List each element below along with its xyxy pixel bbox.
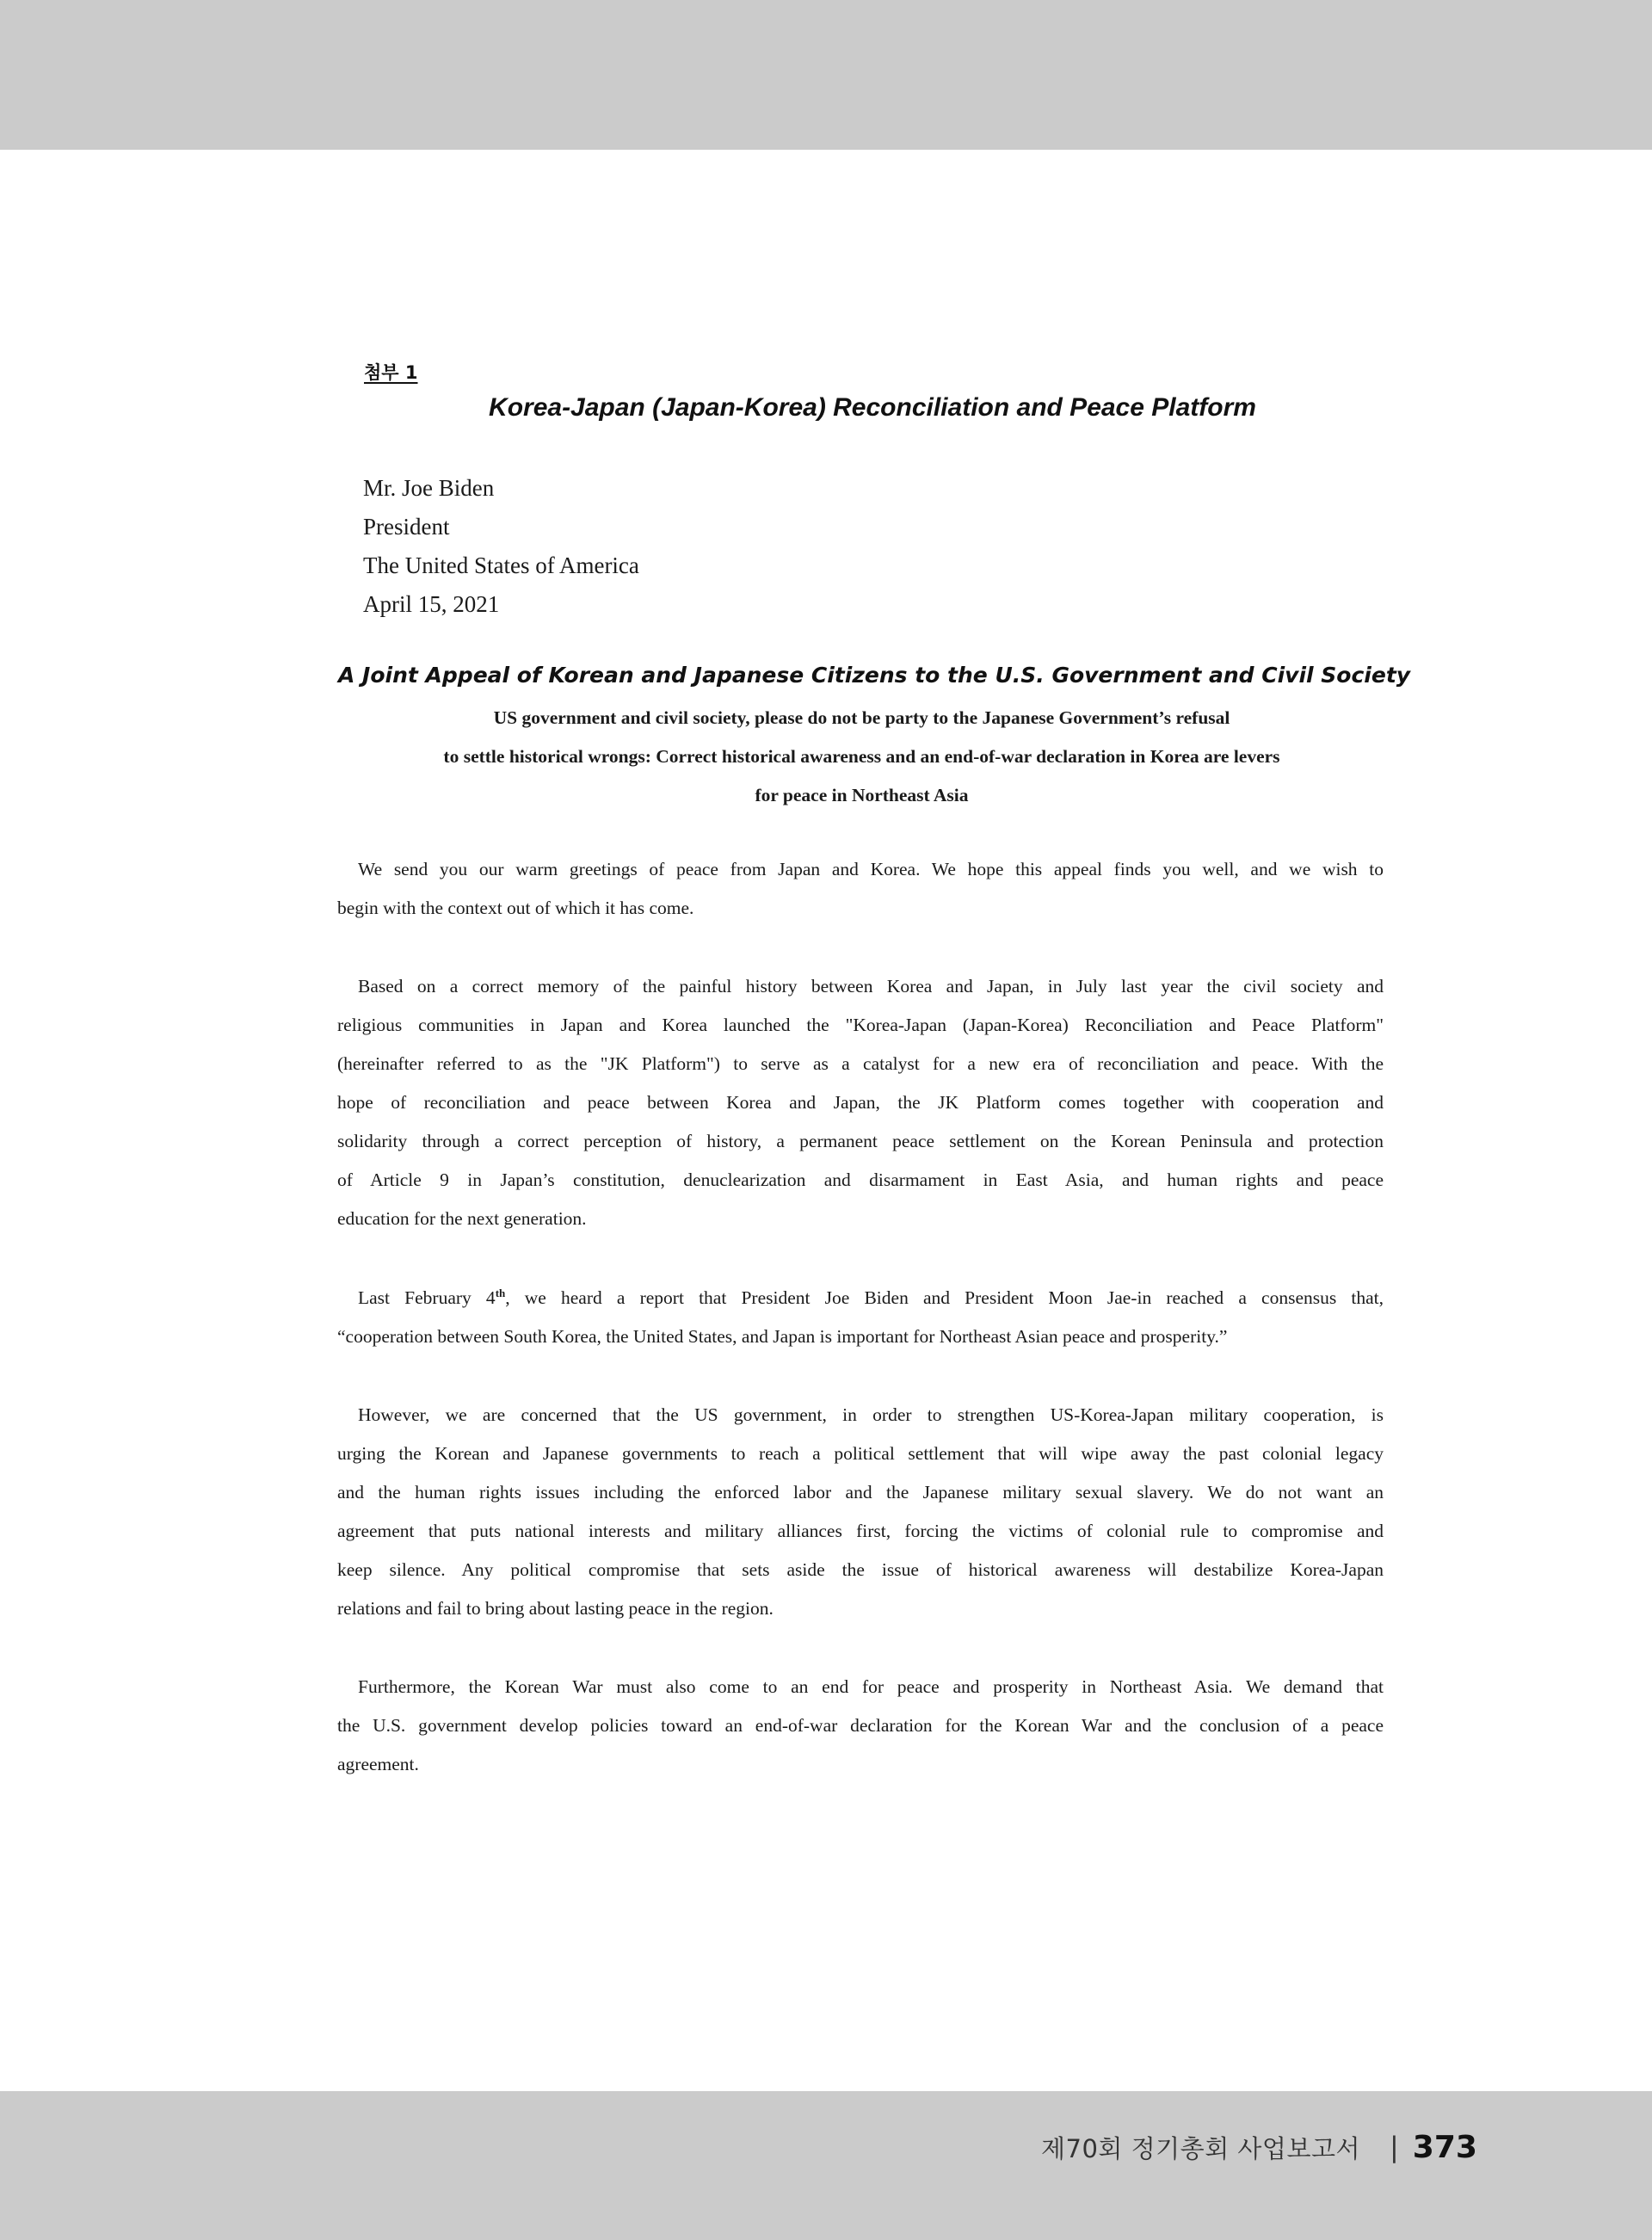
letter-date: April 15, 2021 <box>363 591 500 617</box>
paragraph-line: However, we are concerned that the US government, in order to strengthen US-Korea-Japan military cooperation, is <box>358 1404 1384 1425</box>
paragraph-end-of-war <box>337 1668 1384 1784</box>
paragraph-line: education for the next generation. <box>337 1208 587 1229</box>
subtitle-line: to settle historical wrongs: Correct historical awareness and an end-of-war declaration in Korea are levers <box>443 746 1280 767</box>
text-run: Last February 4 <box>358 1287 496 1308</box>
paragraph-line: the U.S. government develop policies toward an end-of-war declaration for the Korean War and the conclusion of a peace <box>337 1715 1384 1736</box>
paragraph-line: of Article 9 in Japan’s constitution, denuclearization and disarmament in East Asia, and human rights and peace <box>337 1169 1384 1190</box>
attachment-label: 첨부 1 <box>364 362 418 383</box>
ordinal-suffix: th <box>495 1286 506 1299</box>
paragraph-line: agreement. <box>337 1754 419 1774</box>
subtitle-line: for peace in Northeast Asia <box>755 785 969 805</box>
recipient-name: Mr. Joe Biden <box>363 475 495 501</box>
recipient-country: The United States of America <box>363 552 639 578</box>
page-footer <box>1041 2121 1477 2173</box>
paragraph-line: begin with the context out of which it has come. <box>337 898 694 918</box>
header-band <box>0 0 1652 150</box>
paragraph-greetings <box>337 850 1384 928</box>
paragraph-line <box>337 1279 1384 1317</box>
document-title: Korea-Japan (Japan-Korea) Reconciliation and Peace Platform <box>489 393 1256 422</box>
paragraph-line: urging the Korean and Japanese governments to reach a political settlement that will wipe away the past colonial legacy <box>337 1443 1384 1464</box>
paragraph-line: solidarity through a correct perception of history, a permanent peace settlement on the Korean Peninsula and protection <box>337 1131 1384 1151</box>
paragraph-line: Based on a correct memory of the painful history between Korea and Japan, in July last year the civil society and <box>358 976 1384 997</box>
recipient-title: President <box>363 514 450 540</box>
paragraph-concerns <box>337 1396 1384 1628</box>
paragraph-february-report <box>337 1279 1384 1356</box>
appeal-title: A Joint Appeal of Korean and Japanese Citizens to the U.S. Government and Civil Society <box>338 663 1411 688</box>
page-number: 373 <box>1412 2129 1477 2165</box>
subtitle-line: US government and civil society, please do not be party to the Japanese Government’s refusal <box>493 707 1230 728</box>
footer-separator: | <box>1390 2131 1399 2163</box>
paragraph-line: “cooperation between South Korea, the United States, and Japan is important for Northeast Asian peace and prosperity.” <box>337 1326 1228 1347</box>
paragraph-line: We send you our warm greetings of peace from Japan and Korea. We hope this appeal finds you well, and we wish to <box>358 859 1384 879</box>
appeal-subtitle <box>338 699 1385 815</box>
paragraph-line: keep silence. Any political compromise that sets aside the issue of historical awareness will destabilize Korea-Japan <box>337 1559 1384 1580</box>
paragraph-line: hope of reconciliation and peace between Korea and Japan, the JK Platform comes together with cooperation and <box>337 1092 1384 1113</box>
text-run: , we heard a report that President Joe Biden and President Moon Jae-in reached a consensus that, <box>505 1287 1384 1308</box>
report-label: 제70회 정기총회 사업보고서 <box>1041 2133 1360 2163</box>
paragraph-line: agreement that puts national interests and military alliances first, forcing the victims of colonial rule to compromise and <box>337 1521 1384 1541</box>
paragraph-line: relations and fail to bring about lasting peace in the region. <box>337 1598 774 1619</box>
paragraph-line: Furthermore, the Korean War must also come to an end for peace and prosperity in Northeast Asia. We demand that <box>358 1676 1384 1697</box>
paragraph-line: (hereinafter referred to as the "JK Platform") to serve as a catalyst for a new era of reconciliation and peace. With the <box>337 1053 1384 1074</box>
paragraph-line: religious communities in Japan and Korea launched the "Korea-Japan (Japan-Korea) Reconciliation and Peace Platform" <box>337 1015 1384 1035</box>
paragraph-line: and the human rights issues including the enforced labor and the Japanese military sexual slavery. We do not want an <box>337 1482 1384 1503</box>
paragraph-jk-platform <box>337 967 1384 1238</box>
recipient-address <box>363 469 639 624</box>
